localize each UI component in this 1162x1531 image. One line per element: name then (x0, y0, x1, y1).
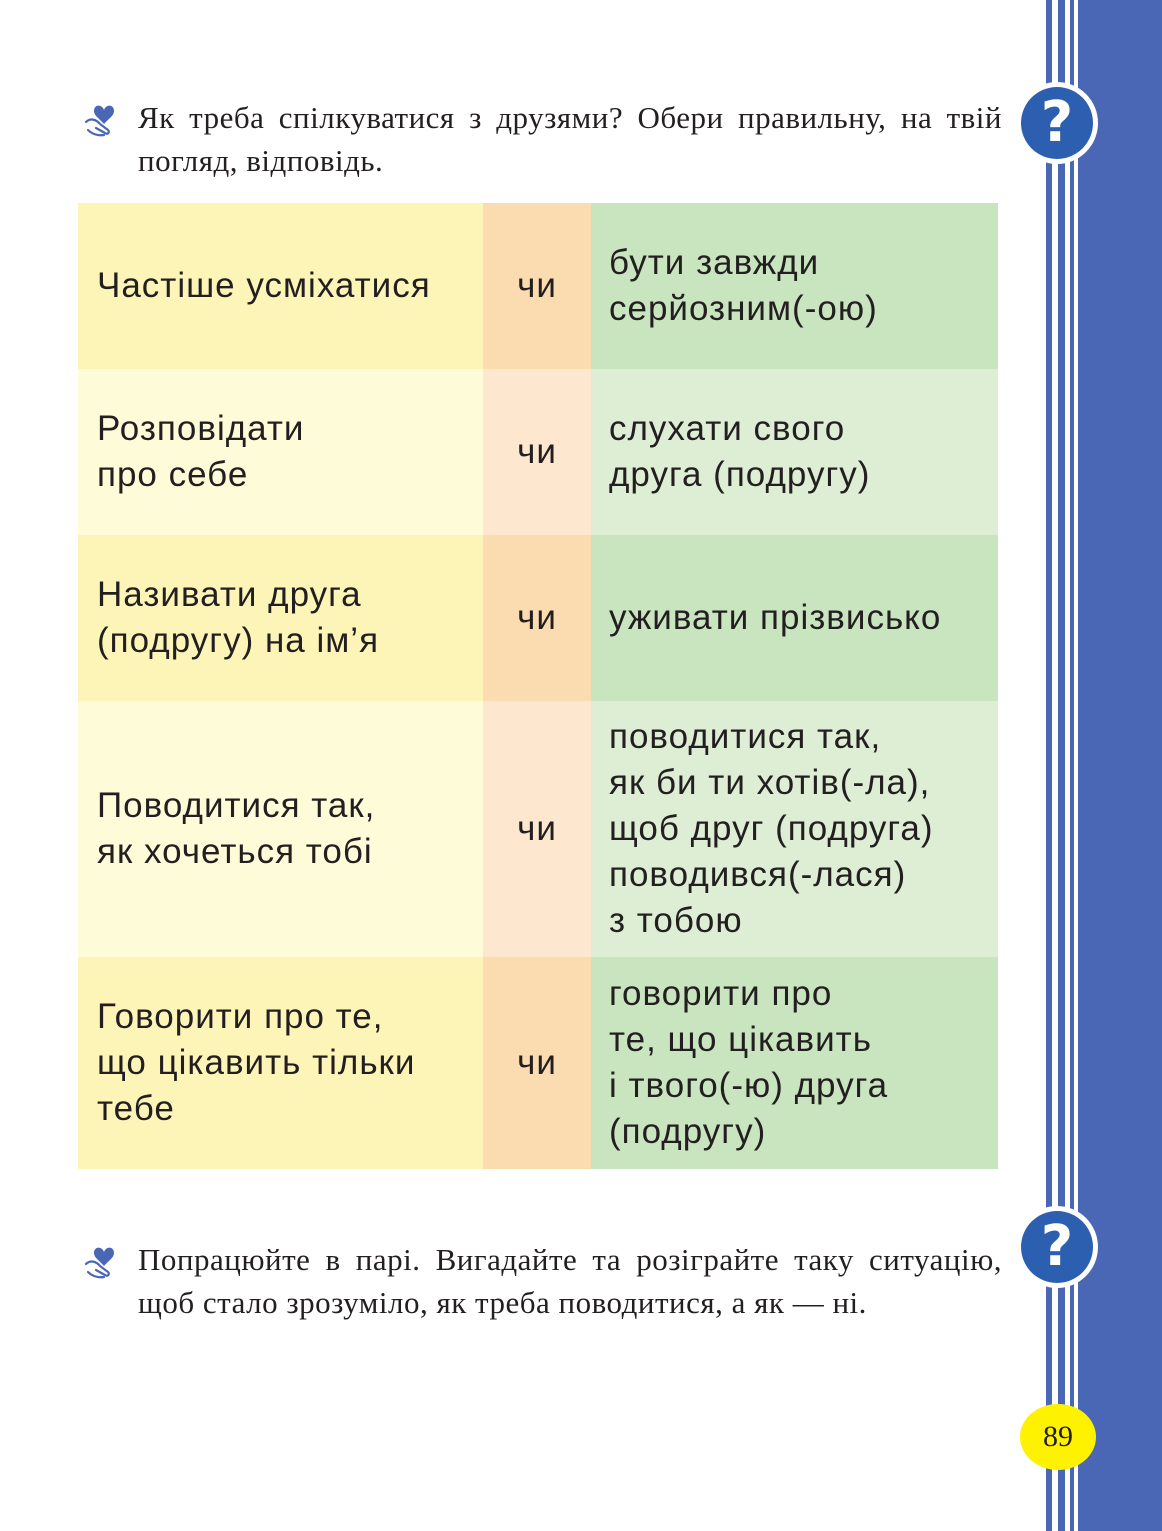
task-2 (82, 1238, 1002, 1324)
table-row (78, 369, 998, 535)
connector-cell (483, 369, 591, 535)
table-row (78, 957, 998, 1169)
question-mark-icon: ? (1021, 87, 1093, 159)
connector-cell (483, 535, 591, 701)
right-option-cell (591, 369, 998, 535)
left-option-text: Говорити про те, що цікавить тільки тебе (97, 997, 416, 1128)
edge-band (1078, 0, 1162, 1531)
hand-heart-icon (82, 1242, 126, 1280)
task-2-text: Попрацюйте в парі. Вигадайте та розіграйте таку ситуацію, щоб стало зрозуміло, як треба поводитися, а як — ні. (138, 1242, 1002, 1320)
right-option-cell (591, 957, 998, 1169)
table-row (78, 535, 998, 701)
right-option-text: говорити про те, що цікавить і твого(-ю) друга (подругу) (609, 974, 889, 1151)
connector-text: чи (517, 1043, 557, 1082)
connector-text: чи (517, 809, 557, 848)
left-option-cell (78, 369, 483, 535)
left-option-text: Розповідати про себе (97, 409, 305, 494)
left-option-cell (78, 957, 483, 1169)
left-option-cell (78, 203, 483, 369)
table-row (78, 203, 998, 369)
left-option-text: Поводитися так, як хочеться тобі (97, 786, 376, 871)
question-mark-icon: ? (1021, 1211, 1093, 1283)
right-option-text: уживати прізвисько (609, 598, 942, 637)
task-1-text: Як треба спілкуватися з друзями? Обери правильну, на твій погляд, відповідь. (138, 100, 1002, 178)
left-option-text: Частіше усміхатися (97, 266, 431, 305)
hand-heart-icon (82, 100, 126, 138)
left-option-cell (78, 535, 483, 701)
connector-cell (483, 203, 591, 369)
question-badge (1016, 1206, 1098, 1288)
edge-stripe (1058, 0, 1065, 1531)
right-option-cell (591, 701, 998, 957)
right-option-cell (591, 203, 998, 369)
right-option-text: поводитися так, як би ти хотів(-ла), щоб друг (подруга) поводився(-лася) з тобою (609, 717, 934, 940)
comparison-table (78, 203, 998, 1169)
left-option-cell (78, 701, 483, 957)
connector-text: чи (517, 266, 557, 305)
right-option-text: бути завжди серйозним(-ою) (609, 243, 878, 328)
task-1 (82, 96, 1002, 182)
edge-stripe (1046, 0, 1052, 1531)
right-option-text: слухати свого друга (подругу) (609, 409, 871, 494)
connector-text: чи (517, 598, 557, 637)
page-number: 89 (1020, 1404, 1096, 1470)
question-badge (1016, 82, 1098, 164)
connector-cell (483, 957, 591, 1169)
edge-stripe (1070, 0, 1074, 1531)
left-option-text: Називати друга (подругу) на ім’я (97, 575, 380, 660)
right-option-cell (591, 535, 998, 701)
table-row (78, 701, 998, 957)
connector-cell (483, 701, 591, 957)
connector-text: чи (517, 432, 557, 471)
